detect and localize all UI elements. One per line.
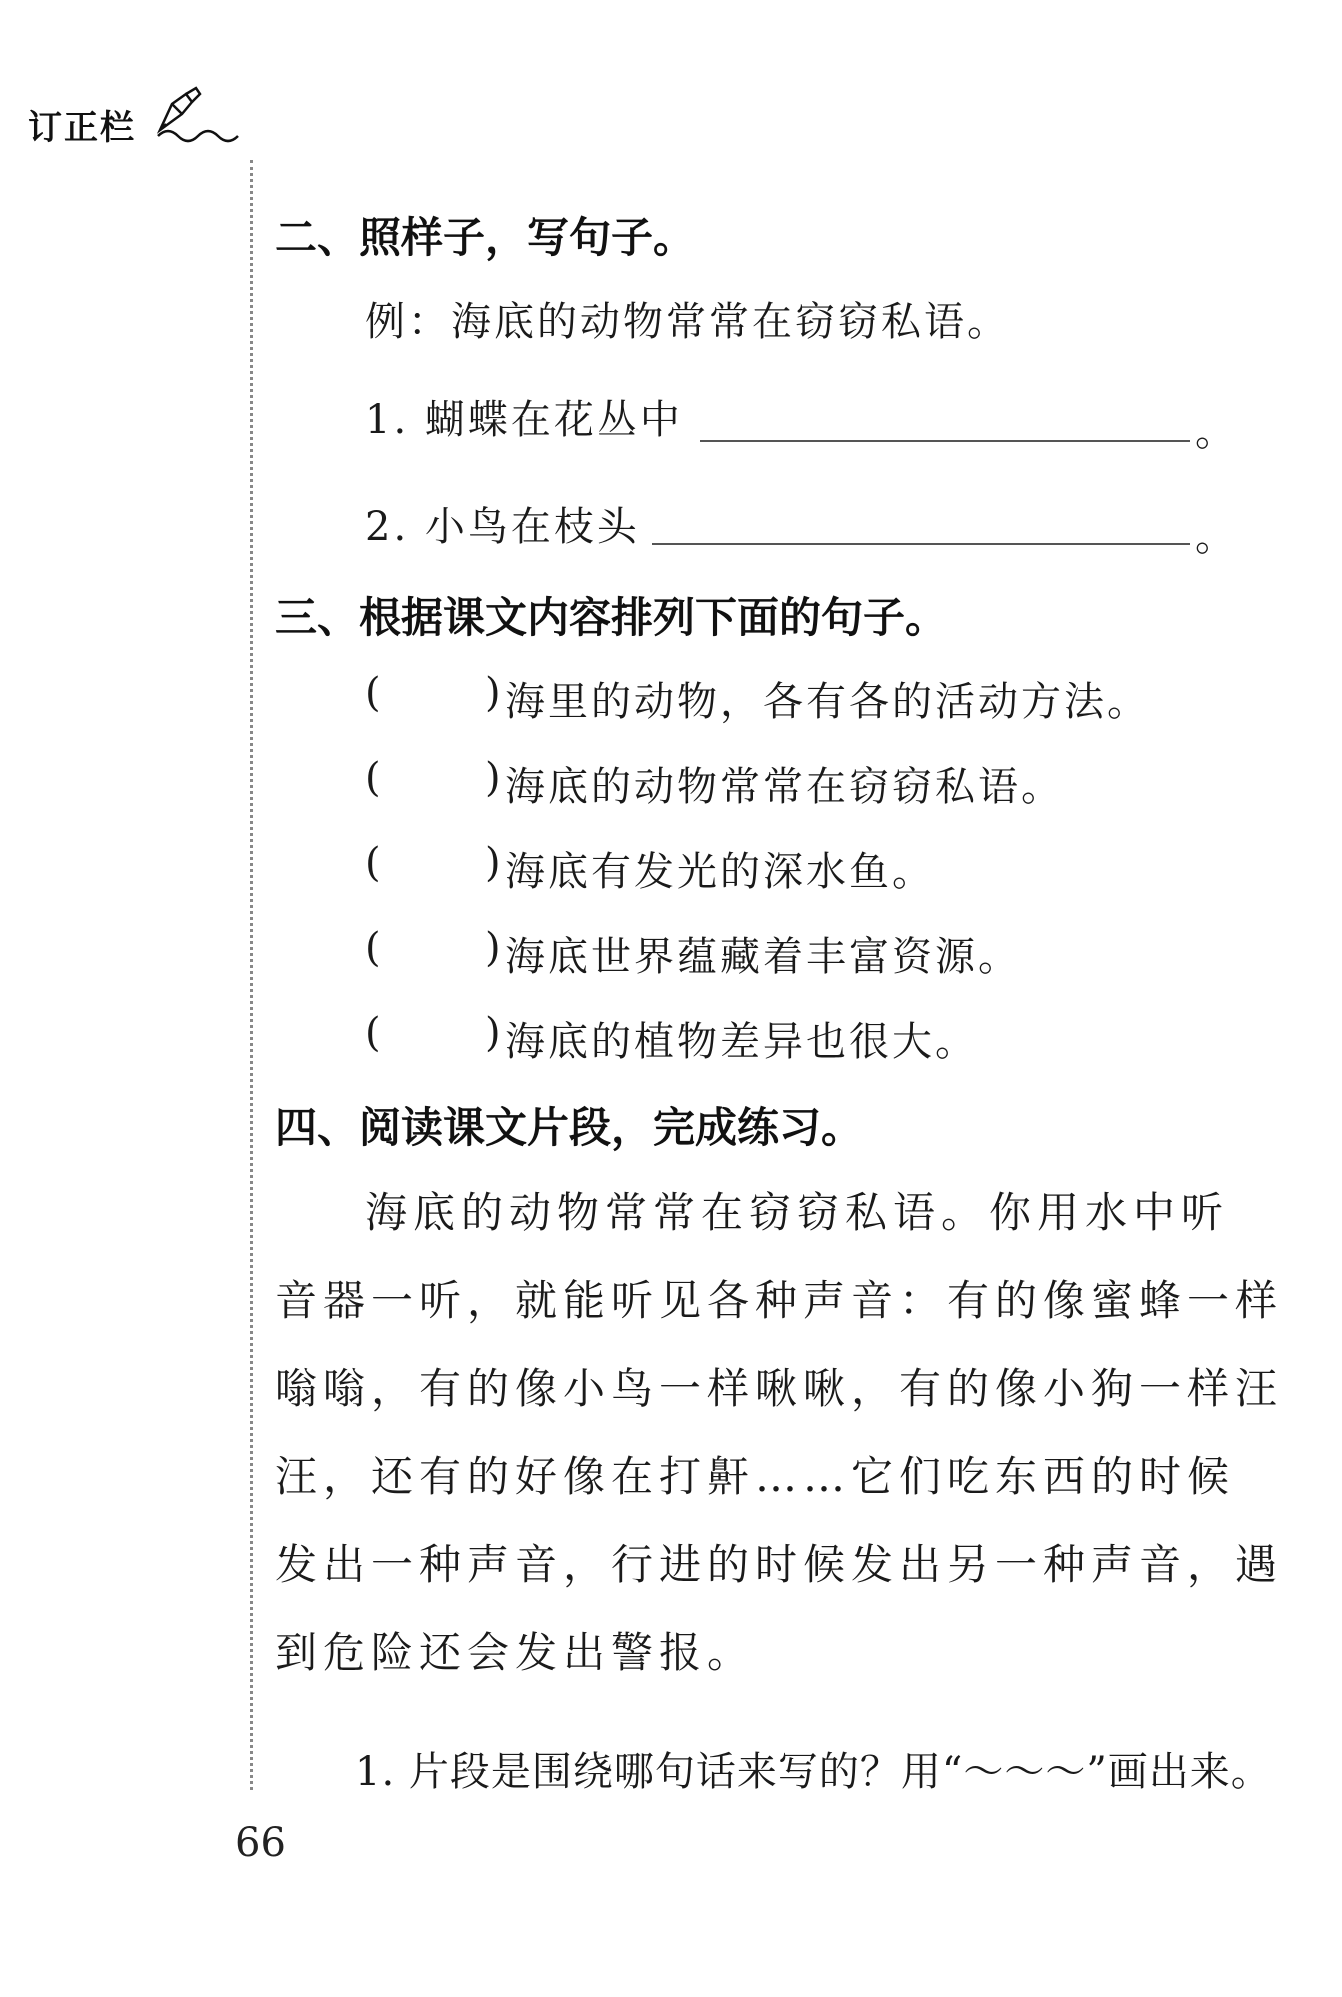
correction-column-label: 订正栏 bbox=[28, 108, 136, 148]
ordering-sentence: 海底世界蕴藏着丰富资源。 bbox=[505, 934, 1021, 980]
passage-line: 发出一种声音，行进的时候发出另一种声音，遇 bbox=[275, 1540, 1284, 1589]
item-number: 2. bbox=[365, 504, 410, 550]
section-2-example: 例：海底的动物常常在窃窃私语。 bbox=[365, 299, 1010, 345]
passage-line: 海底的动物常常在窃窃私语。你用水中听 bbox=[365, 1188, 1230, 1237]
item-number: 1. bbox=[365, 397, 410, 443]
section-4-heading: 四、阅读课文片段，完成练习。 bbox=[275, 1103, 864, 1152]
passage-line: 嗡嗡，有的像小鸟一样啾啾，有的像小狗一样汪 bbox=[275, 1364, 1284, 1413]
paren-close: ) bbox=[485, 755, 501, 801]
item-1-period: 。 bbox=[1195, 409, 1235, 455]
page-number: 66 bbox=[235, 1820, 286, 1866]
item-2-period: 。 bbox=[1195, 514, 1235, 560]
ordering-sentence: 海底的动物常常在窃窃私语。 bbox=[505, 764, 1064, 810]
passage-line: 音器一听，就能听见各种声音：有的像蜜蜂一样 bbox=[275, 1276, 1284, 1325]
reading-question-1: 1. 片段是围绕哪句话来写的？用“～～～”画出来。 bbox=[355, 1749, 1272, 1795]
paren-open: ( bbox=[365, 670, 381, 716]
answer-blank-2[interactable] bbox=[652, 543, 1190, 545]
paren-close: ) bbox=[485, 840, 501, 886]
pencil-icon bbox=[152, 86, 252, 146]
correction-column-divider bbox=[250, 160, 253, 1790]
ordering-sentence: 海里的动物，各有各的活动方法。 bbox=[505, 679, 1150, 725]
paren-close: ) bbox=[485, 1010, 501, 1056]
ordering-sentence: 海底有发光的深水鱼。 bbox=[505, 849, 935, 895]
answer-blank-1[interactable] bbox=[700, 440, 1190, 442]
section-3-heading: 三、根据课文内容排列下面的句子。 bbox=[275, 593, 948, 642]
paren-open: ( bbox=[365, 925, 381, 971]
section-2-item-1 bbox=[365, 388, 683, 445]
paren-open: ( bbox=[365, 1010, 381, 1056]
item-text: 小鸟在枝头 bbox=[424, 504, 640, 550]
paren-open: ( bbox=[365, 840, 381, 886]
section-2-heading: 二、照样子，写句子。 bbox=[275, 213, 696, 262]
ordering-sentence: 海底的植物差异也很大。 bbox=[505, 1019, 978, 1065]
paren-close: ) bbox=[485, 925, 501, 971]
passage-line: 到危险还会发出警报。 bbox=[275, 1628, 756, 1677]
item-text: 蝴蝶在花丛中 bbox=[424, 397, 683, 443]
paren-close: ) bbox=[485, 670, 501, 716]
paren-open: ( bbox=[365, 755, 381, 801]
section-2-item-2 bbox=[365, 495, 640, 552]
passage-line: 汪，还有的好像在打鼾……它们吃东西的时候 bbox=[275, 1452, 1236, 1501]
